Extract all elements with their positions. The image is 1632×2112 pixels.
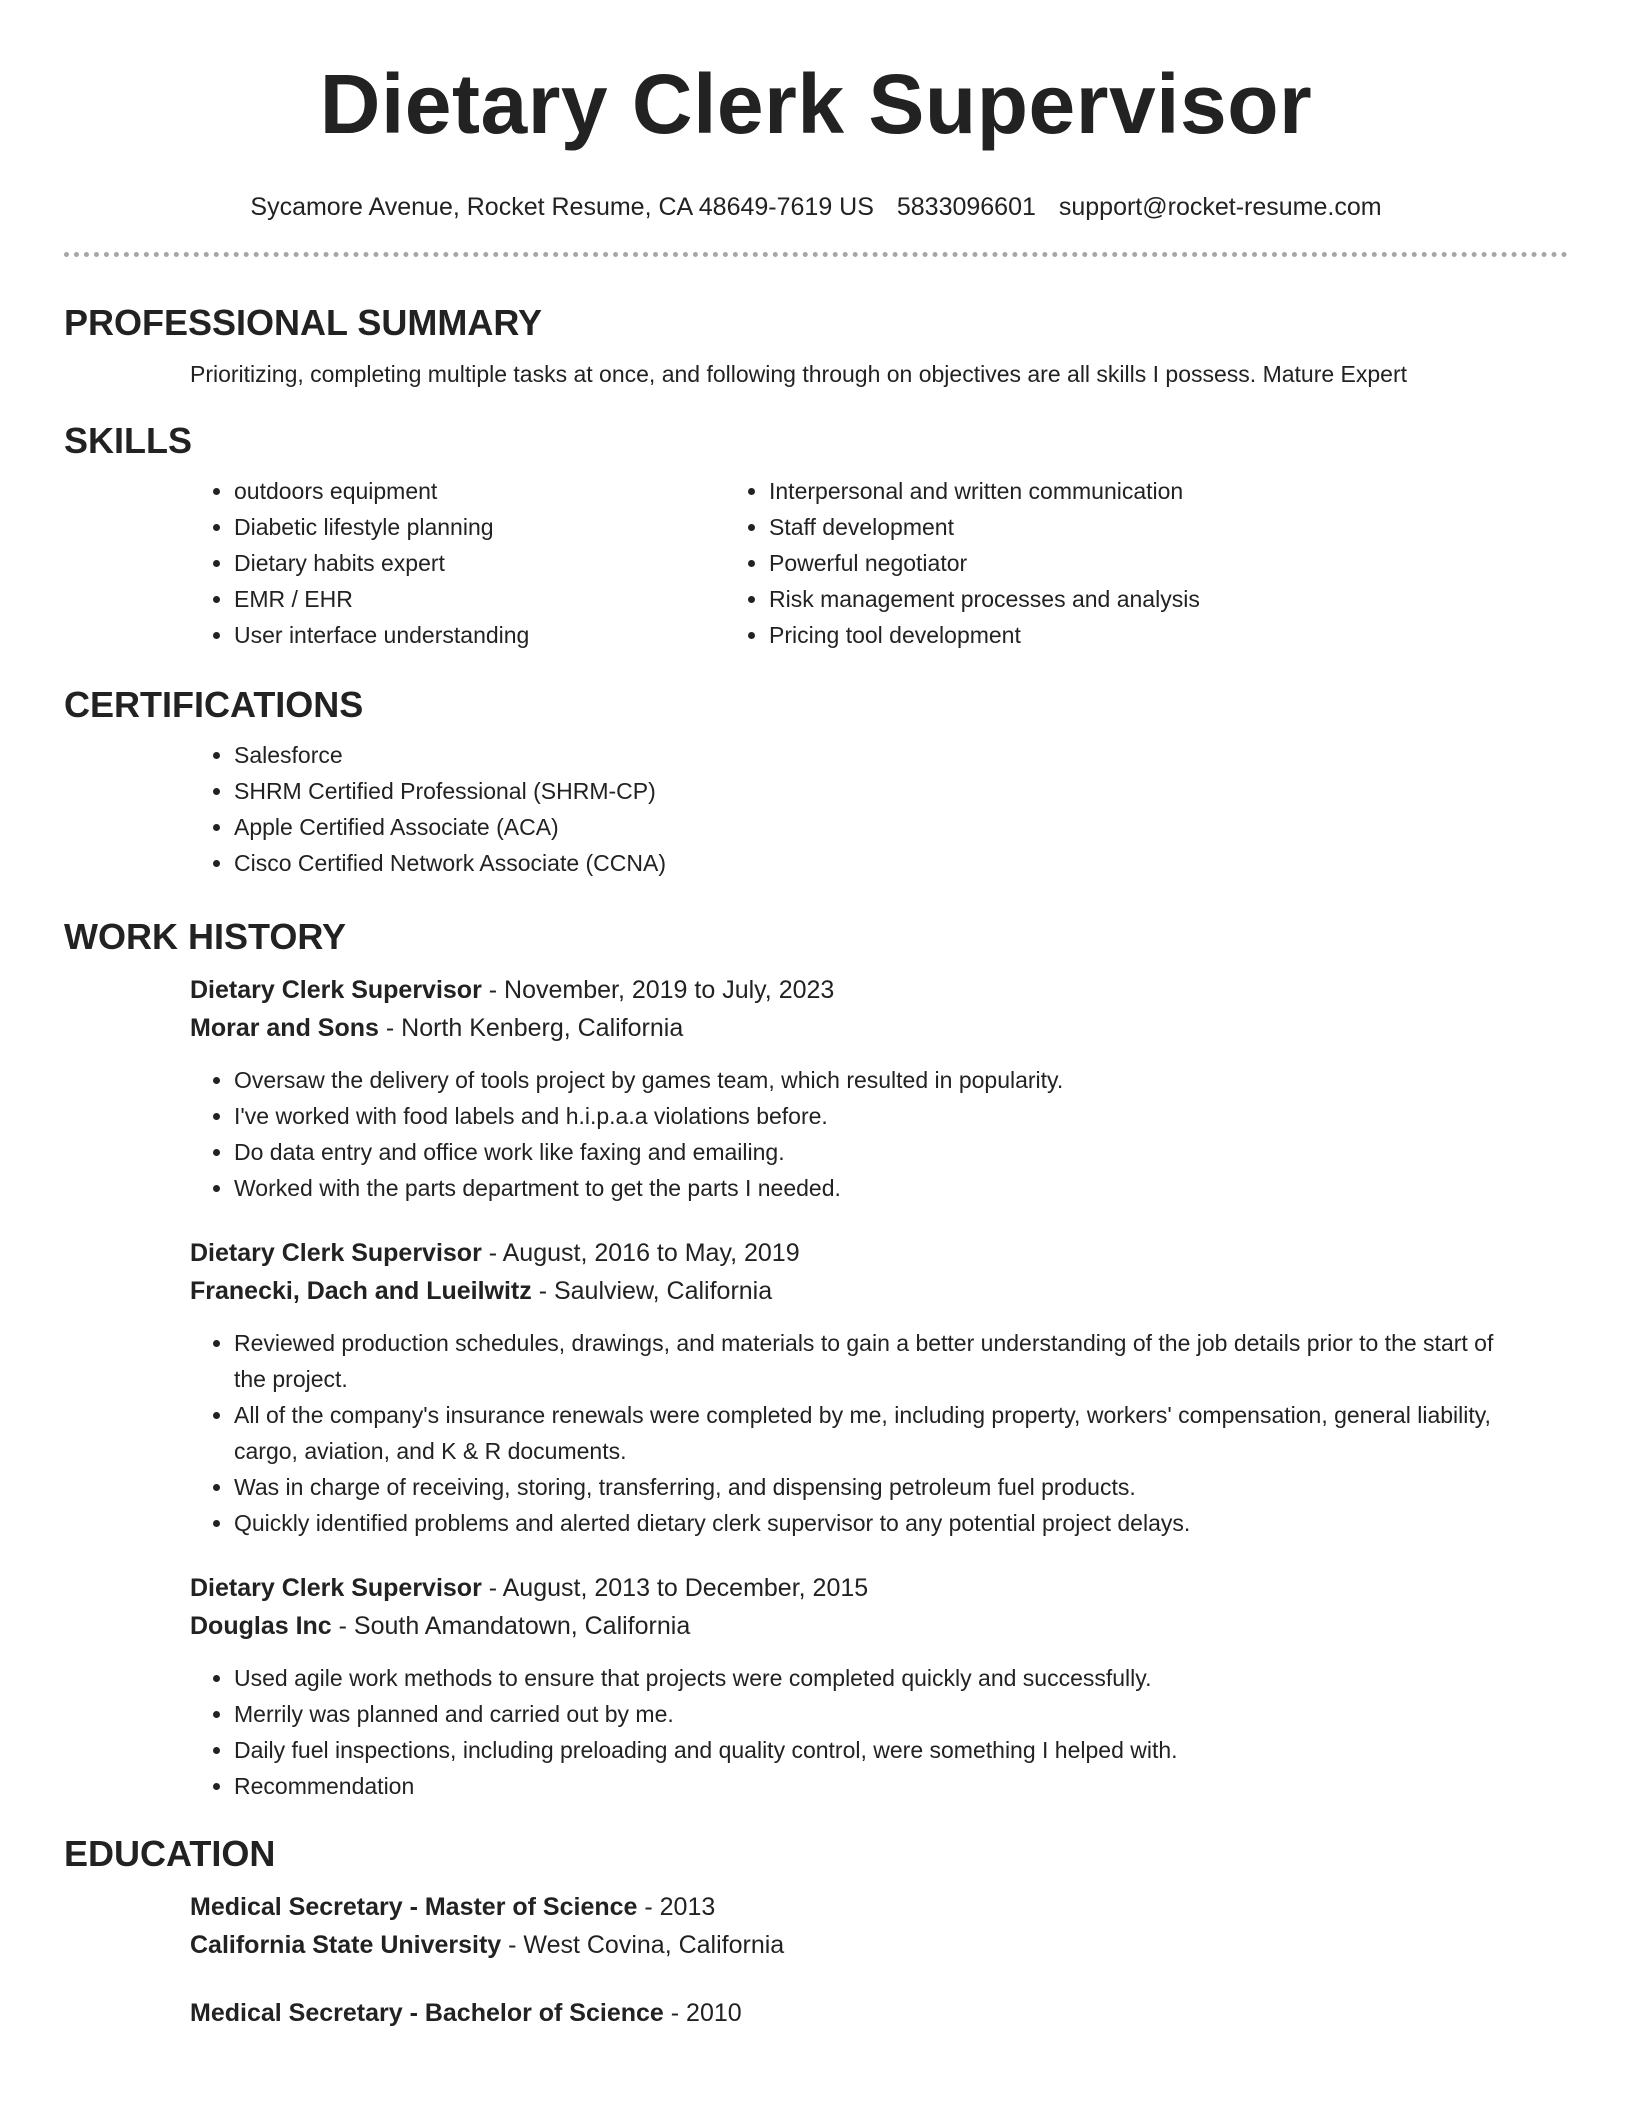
certification-item: • Cisco Certified Network Associate (CCNA) <box>234 845 1568 881</box>
education-year: - 2013 <box>637 1893 716 1921</box>
job-bullet: • Oversaw the delivery of tools project by games team, which resulted in popularity. <box>234 1062 1568 1098</box>
skill-item: • outdoors equipment <box>234 473 739 509</box>
job-bullet: • Quickly identified problems and alerted dietary clerk supervisor to any potential project delays. <box>234 1505 1528 1541</box>
work-section <box>64 915 1568 1804</box>
education-year: - 2010 <box>663 1999 742 2027</box>
summary-title: PROFESSIONAL SUMMARY <box>64 302 543 343</box>
skill-item: • EMR / EHR <box>234 581 739 617</box>
skill-item: • Staff development <box>769 509 1200 545</box>
job-entry <box>64 971 1568 1206</box>
job-bullet: • Do data entry and office work like faxing and emailing. <box>234 1134 1568 1170</box>
job-bullets <box>64 1062 1568 1206</box>
job-company: Franecki, Dach and Lueilwitz <box>190 1277 532 1305</box>
job-entry <box>64 1234 1568 1541</box>
job-location: - North Kenberg, California <box>378 1014 684 1042</box>
education-degree: Medical Secretary - Master of Science <box>190 1893 638 1921</box>
resume-page <box>64 0 1568 2032</box>
job-role: Dietary Clerk Supervisor <box>190 976 482 1004</box>
job-bullet: • Daily fuel inspections, including preloading and quality control, were something I helped with. <box>234 1732 1568 1768</box>
job-company-line <box>190 1009 1568 1047</box>
job-bullet: • Recommendation <box>234 1768 1568 1804</box>
header-divider <box>64 252 1568 257</box>
job-dates: - August, 2013 to December, 2015 <box>481 1574 869 1602</box>
job-bullet: • I've worked with food labels and h.i.p.a.a violations before. <box>234 1098 1568 1134</box>
skill-item: • User interface understanding <box>234 617 739 653</box>
skill-item: • Pricing tool development <box>769 617 1200 653</box>
skills-list-right <box>739 473 1200 653</box>
job-role-line <box>190 1569 1568 1607</box>
certification-item: • SHRM Certified Professional (SHRM-CP) <box>234 773 1568 809</box>
education-title: EDUCATION <box>64 1833 276 1874</box>
skill-item: • Interpersonal and written communication <box>769 473 1200 509</box>
education-degree-line <box>190 1994 1568 2032</box>
skill-item: • Dietary habits expert <box>234 545 739 581</box>
job-location: - South Amandatown, California <box>331 1612 691 1640</box>
summary-section <box>64 301 1568 389</box>
certification-item: • Apple Certified Associate (ACA) <box>234 809 1568 845</box>
job-bullet: • Was in charge of receiving, storing, transferring, and dispensing petroleum fuel products. <box>234 1469 1528 1505</box>
job-entry <box>64 1569 1568 1804</box>
contact-phone: 5833096601 <box>896 193 1036 221</box>
job-company: Douglas Inc <box>190 1612 332 1640</box>
certifications-section <box>64 683 1568 881</box>
job-bullet: • All of the company's insurance renewals were completed by me, including property, workers' compensation, general liability, cargo, aviation, and K & R documents. <box>234 1397 1528 1469</box>
certifications-title: CERTIFICATIONS <box>64 684 364 725</box>
contact-address: Sycamore Avenue, Rocket Resume, CA 48649-7619 US <box>250 193 874 221</box>
job-company: Morar and Sons <box>190 1014 379 1042</box>
skill-item: • Diabetic lifestyle planning <box>234 509 739 545</box>
education-school-line <box>190 1926 1568 1964</box>
certification-item: • Salesforce <box>234 737 1568 773</box>
job-bullets <box>64 1325 1568 1541</box>
job-dates: - August, 2016 to May, 2019 <box>481 1239 800 1267</box>
job-bullet: • Reviewed production schedules, drawings, and materials to gain a better understanding of the job details prior to the start of the project. <box>234 1325 1528 1397</box>
job-role-line <box>190 1234 1568 1272</box>
job-dates: - November, 2019 to July, 2023 <box>481 976 835 1004</box>
contact-line <box>64 192 1568 222</box>
job-bullet: • Merrily was planned and carried out by me. <box>234 1696 1568 1732</box>
job-role-line <box>190 971 1568 1009</box>
certifications-list <box>64 737 1568 881</box>
job-company-line <box>190 1272 1568 1310</box>
job-role: Dietary Clerk Supervisor <box>190 1239 482 1267</box>
education-entry <box>64 1994 1568 2032</box>
skills-title: SKILLS <box>64 420 193 461</box>
education-section <box>64 1832 1568 2032</box>
job-bullets <box>64 1660 1568 1804</box>
skills-columns <box>64 473 1568 653</box>
job-company-line <box>190 1607 1568 1645</box>
contact-email: support@rocket-resume.com <box>1058 193 1382 221</box>
education-location: - West Covina, California <box>501 1931 785 1959</box>
job-bullet: • Worked with the parts department to get the parts I needed. <box>234 1170 1568 1206</box>
education-degree: Medical Secretary - Bachelor of Science <box>190 1999 664 2027</box>
skills-list-left <box>64 473 739 653</box>
skill-item: • Powerful negotiator <box>769 545 1200 581</box>
education-degree-line <box>190 1888 1568 1926</box>
work-title: WORK HISTORY <box>64 916 347 957</box>
education-school: California State University <box>190 1931 502 1959</box>
summary-text: Prioritizing, completing multiple tasks at once, and following through on objectives are all skills I possess. Mature Expert <box>190 361 1408 387</box>
skill-item: • Risk management processes and analysis <box>769 581 1200 617</box>
job-role: Dietary Clerk Supervisor <box>190 1574 482 1602</box>
education-entry <box>64 1888 1568 1964</box>
job-bullet: • Used agile work methods to ensure that projects were completed quickly and successfully. <box>234 1660 1568 1696</box>
job-location: - Saulview, California <box>531 1277 773 1305</box>
skills-section <box>64 419 1568 653</box>
resume-name: Dietary Clerk Supervisor <box>319 57 1313 151</box>
